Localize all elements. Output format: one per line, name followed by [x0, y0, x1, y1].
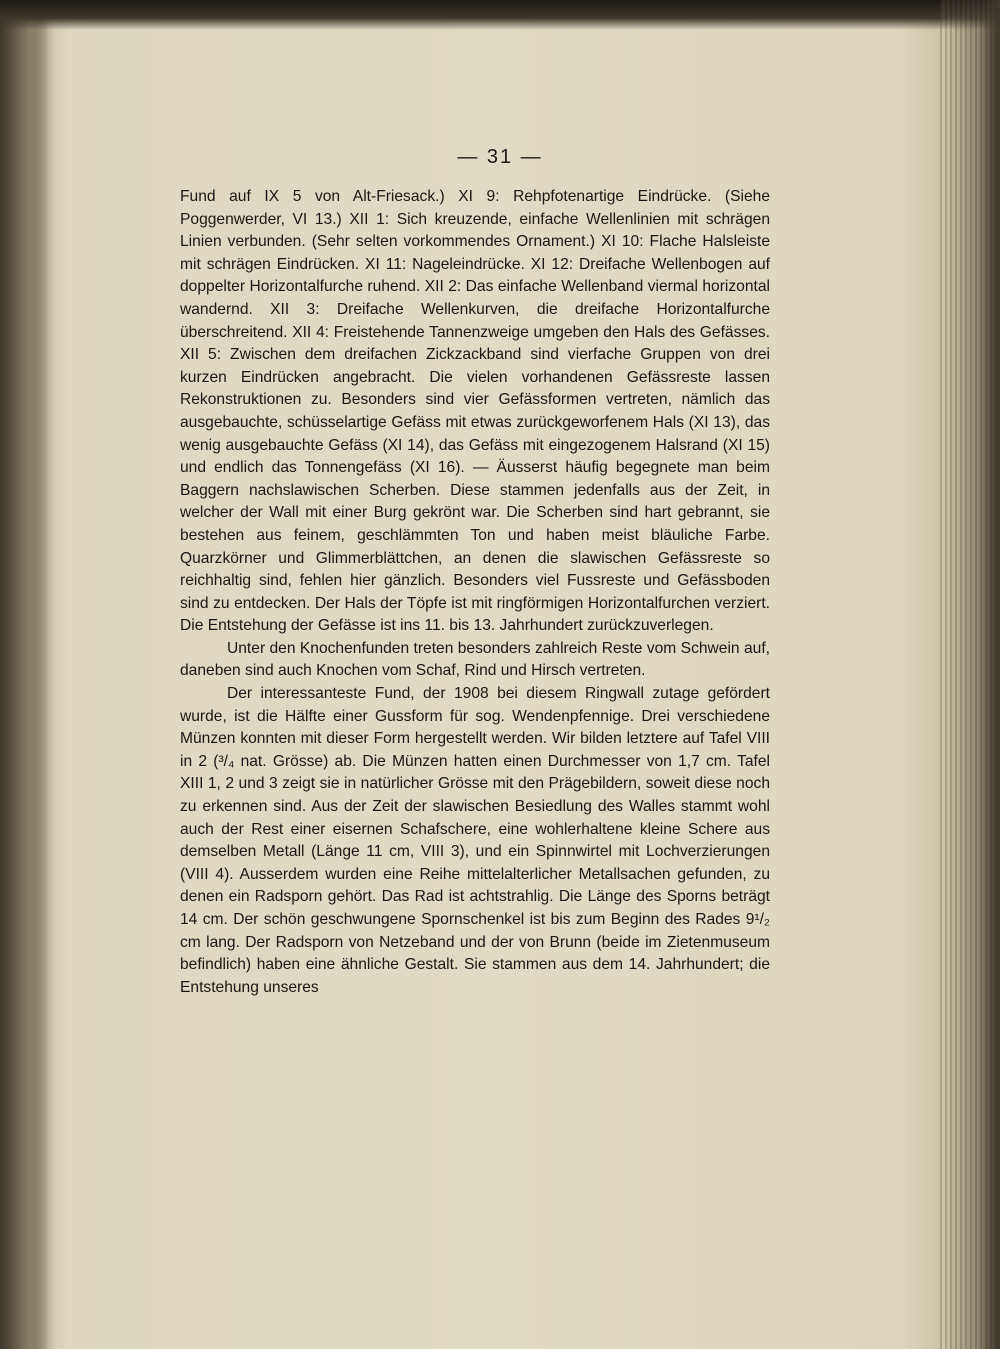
- paragraph-1: Fund auf IX 5 von Alt-Friesack.) XI 9: Rehpfotenartige Eindrücke. (Siehe Poggenwerder, VI 13.) XII 1: Sich kreuzende, einfache Wellenlinien mit schrägen Linien verbunden. (Sehr selten vorkommendes Ornament.) XI 10: Flache Halsleiste mit schrägen Eindrücken. XI 11: Nageleindrücke. XI 12: Dreifache Wellenbogen auf doppelter Horizontalfurche ruhend. XII 2: Das einfache Wellenband viermal horizontal wandernd. XII 3: Dreifache Wellenkurven, die dreifache Horizontalfurche überschreitend. XII 4: Freistehende Tannenzweige umgeben den Hals des Gefässes. XII 5: Zwischen dem dreifachen Zickzackband sind vierfache Gruppen von drei kurzen Eindrücken angebracht. Die vielen vorhandenen Gefässreste lassen Rekonstruktionen zu. Besonders sind vier Gefässformen vertreten, nämlich das ausgebauchte, schüsselartige Gefäss mit etwas zurückgeworfenem Hals (XI 13), das wenig ausgebauchte Gefäss (XI 14), das Gefäss mit eingezogenem Halsrand (XI 15) und endlich das Tonnengefäss (XI 16). — Äusserst häufig begegnete man beim Baggern nachslawischen Scherben. Diese stammen jedenfalls aus der Zeit, in welcher der Wall mit einer Burg gekrönt war. Die Scherben sind hart gebrannt, sie bestehen aus feinem, geschlämmten Ton und haben meist bläuliche Farbe. Quarzkörner und Glimmerblättchen, an denen die slawischen Gefässreste so reichhaltig sind, fehlen hier gänzlich. Besonders viel Fussreste und Gefässboden sind zu entdecken. Der Hals der Töpfe ist mit ringförmigen Horizontalfurchen verziert. Die Entstehung der Gefässe ist ins 11. bis 13. Jahrhundert zurückzuverlegen.: [180, 188, 770, 635]
- right-shadow: [982, 0, 1000, 1349]
- body-text: [180, 186, 770, 999]
- book-binding-edge: [0, 0, 55, 1349]
- paragraph-3: Der interessanteste Fund, der 1908 bei diesem Ringwall zutage gefördert wurde, ist die Hälfte einer Gussform für sog. Wendenpfennige. Drei verschiedene Münzen konnten mit dieser Form hergestellt werden. Wir bilden letztere auf Tafel VIII in 2 (³/₄ nat. Grösse) ab. Die Münzen hatten einen Durchmesser von 1,7 cm. Tafel XIII 1, 2 und 3 zeigt sie in natürlicher Grösse mit den Prägebildern, soweit diese noch zu erkennen sind. Aus der Zeit der slawischen Besiedlung des Walles stammt wohl auch der Rest einer eisernen Schafschere, eine wohlerhaltene kleine Schere aus demselben Metall (Länge 11 cm, VIII 3), und ein Spinnwirtel mit Lochverzierungen (VIII 4). Ausserdem wurden eine Reihe mittelalterlicher Metallsachen gefunden, zu denen ein Radsporn gehört. Das Rad ist achtstrahlig. Die Länge des Sporns beträgt 14 cm. Der schön geschwungene Spornschenkel ist bis zum Beginn des Rades 9¹/₂ cm lang. Der Radsporn von Netzeband und der von Brunn (beide im Zietenmuseum befindlich) haben eine ähnliche Gestalt. Sie stammen aus dem 14. Jahrhundert; die Entstehung unseres: [180, 685, 770, 996]
- page-number: — 31 —: [457, 146, 543, 168]
- paragraph-2: Unter den Knochenfunden treten besonders zahlreich Reste vom Schwein auf, daneben sind auch Knochen vom Schaf, Rind und Hirsch vertreten.: [180, 639, 770, 680]
- page-top-edge: [0, 0, 1000, 30]
